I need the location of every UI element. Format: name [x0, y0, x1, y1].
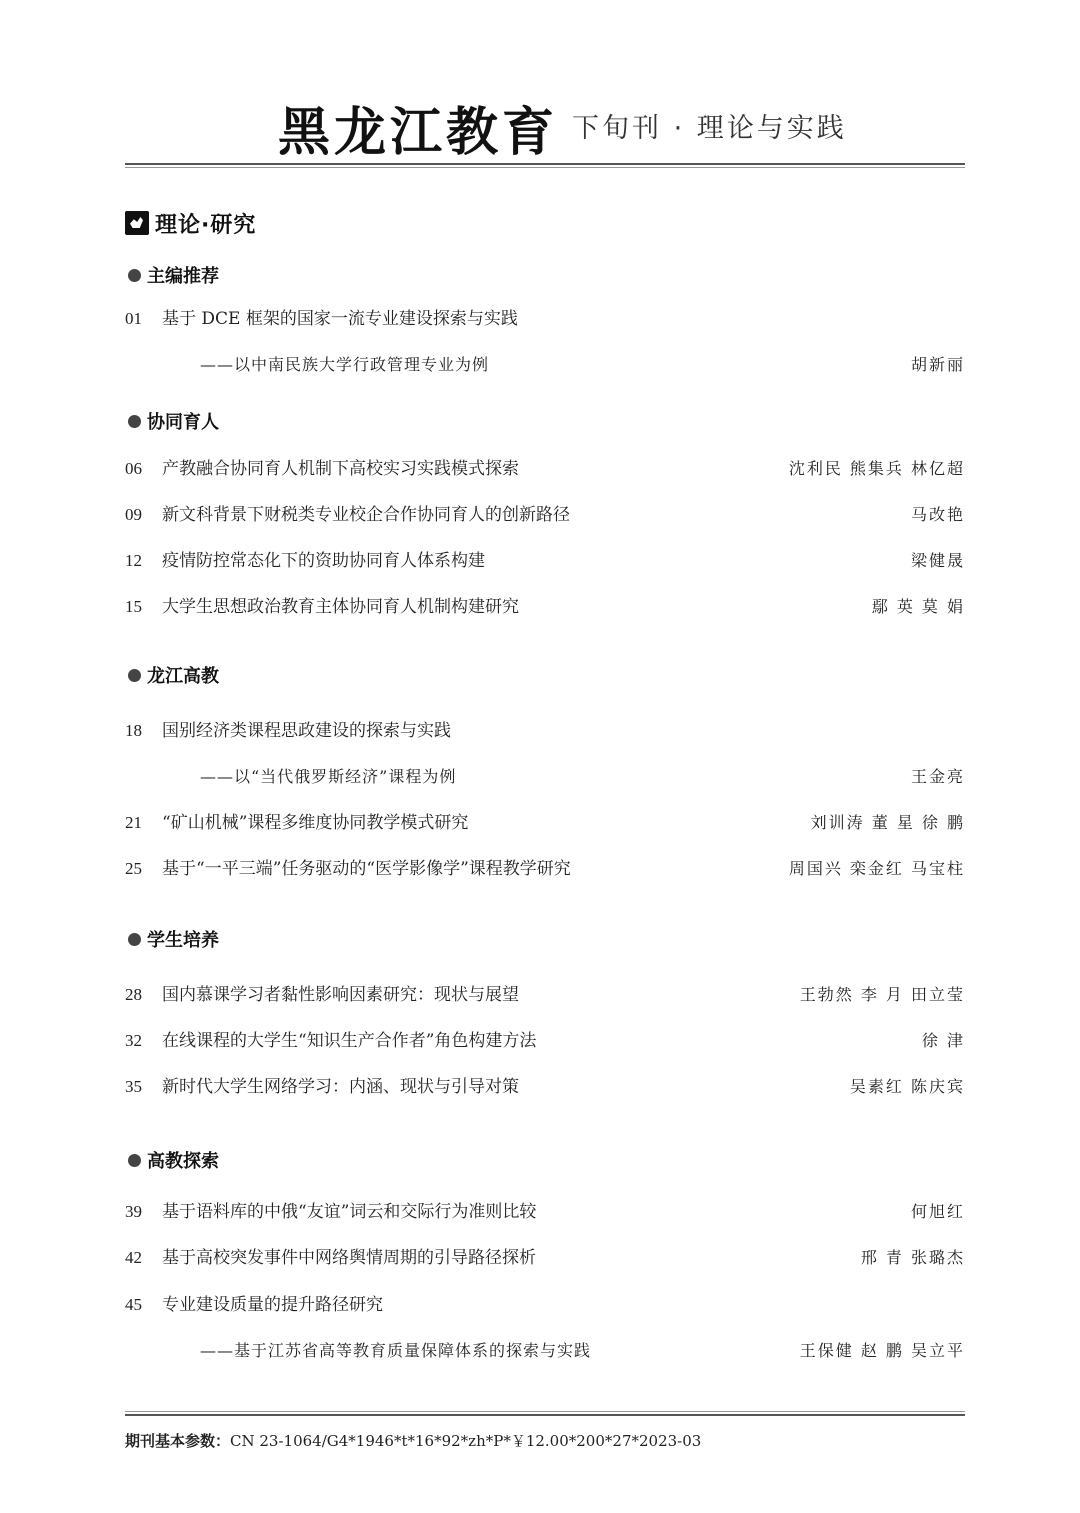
article-title: 在线课程的大学生“知识生产合作者”角色构建方法: [162, 1031, 537, 1051]
toc-entry-subtitle: [125, 1338, 965, 1364]
article-title: 基于“一平三端”任务驱动的“医学影像学”课程教学研究: [162, 859, 571, 879]
article-title: 基于高校突发事件中网络舆情周期的引导路径探析: [162, 1248, 536, 1268]
article-authors: 胡新丽: [910, 355, 965, 374]
toc-entry[interactable]: [125, 718, 965, 744]
article-authors: 马改艳: [910, 505, 965, 524]
bullet-icon: [128, 269, 141, 282]
article-authors: 王保健 赵 鹏 吴立平: [799, 1341, 965, 1360]
article-authors: 王金亮: [910, 767, 965, 786]
page-number: 39: [125, 1202, 142, 1221]
parameters-value: CN 23-1064/G4*1946*t*16*92*zh*P*￥12.00*200*27*2023-03: [230, 1432, 702, 1450]
bottom-divider-thin: [125, 1411, 965, 1412]
article-authors: 刘训涛 董 星 徐 鹏: [810, 813, 965, 832]
toc-entry[interactable]: [125, 594, 965, 620]
bullet-icon: [128, 415, 141, 428]
article-authors: 梁健晟: [910, 551, 965, 570]
toc-entry[interactable]: [125, 982, 965, 1008]
article-title: 新文科背景下财税类专业校企合作协同育人的创新路径: [162, 505, 570, 525]
article-authors: 吴素红 陈庆宾: [849, 1077, 965, 1096]
toc-entry[interactable]: [125, 456, 965, 482]
article-title: 疫情防控常态化下的资助协同育人体系构建: [162, 551, 485, 571]
page-number: 32: [125, 1031, 142, 1050]
article-authors: 邢 青 张璐杰: [860, 1248, 965, 1267]
article-subtitle: ——基于江苏省高等教育质量保障体系的探索与实践: [200, 1341, 592, 1360]
page-number: 35: [125, 1077, 142, 1096]
section-heading: [125, 208, 256, 238]
article-authors: 周国兴 栾金红 马宝柱: [788, 859, 965, 878]
bottom-divider: [125, 1414, 965, 1416]
bullet-icon: [128, 669, 141, 682]
bullet-icon: [128, 1154, 141, 1167]
page-number: 42: [125, 1248, 142, 1267]
article-authors: 何旭红: [910, 1202, 965, 1221]
toc-entry[interactable]: [125, 1199, 965, 1225]
category-heading: 龙江高教: [128, 662, 219, 688]
article-title: 专业建设质量的提升路径研究: [162, 1295, 383, 1315]
article-title: 新时代大学生网络学习：内涵、现状与引导对策: [162, 1077, 519, 1097]
article-title: 基于语料库的中俄“友谊”词云和交际行为准则比较: [162, 1202, 537, 1222]
article-authors: 鄢 英 莫 娟: [871, 597, 965, 616]
toc-entry[interactable]: [125, 306, 965, 332]
toc-entry[interactable]: [125, 1074, 965, 1100]
journal-title: 黑龙江教育: [278, 102, 559, 163]
page-number: 01: [125, 309, 142, 328]
page-number: 15: [125, 597, 142, 616]
article-title: 产教融合协同育人机制下高校实习实践模式探索: [162, 459, 519, 479]
toc-entry[interactable]: [125, 856, 965, 882]
toc-entry[interactable]: [125, 548, 965, 574]
page-number: 18: [125, 721, 142, 740]
category-heading: 学生培养: [128, 926, 219, 952]
top-divider-thin: [125, 167, 965, 168]
section-title: 理论·研究: [155, 212, 257, 238]
article-title: “矿山机械”课程多维度协同教学模式研究: [162, 813, 469, 833]
category-heading: 主编推荐: [128, 262, 219, 288]
toc-entry[interactable]: [125, 1028, 965, 1054]
top-divider: [125, 163, 965, 165]
parameters-label: 期刊基本参数：: [125, 1432, 231, 1450]
page-number: 45: [125, 1295, 142, 1314]
page-number: 21: [125, 813, 142, 832]
map-icon: [125, 211, 149, 235]
bullet-icon: [128, 933, 141, 946]
toc-entry[interactable]: [125, 1292, 965, 1318]
page-number: 28: [125, 985, 142, 1004]
article-authors: 徐 津: [921, 1031, 965, 1050]
page-number: 09: [125, 505, 142, 524]
page-number: 25: [125, 859, 142, 878]
journal-parameters: [125, 1430, 701, 1451]
category-heading: 协同育人: [128, 408, 219, 434]
article-subtitle: ——以中南民族大学行政管理专业为例: [200, 355, 490, 374]
toc-entry-subtitle: [125, 352, 965, 378]
article-authors: 王勃然 李 月 田立莹: [799, 985, 965, 1004]
article-title: 大学生思想政治教育主体协同育人机制构建研究: [162, 597, 519, 617]
toc-entry[interactable]: [125, 502, 965, 528]
article-title: 基于 DCE 框架的国家一流专业建设探索与实践: [162, 309, 518, 329]
page-number: 06: [125, 459, 142, 478]
article-subtitle: ——以“当代俄罗斯经济”课程为例: [200, 767, 457, 786]
toc-entry-subtitle: [125, 764, 965, 790]
masthead: [0, 88, 1080, 163]
article-authors: 沈利民 熊集兵 林亿超: [788, 459, 965, 478]
page-number: 12: [125, 551, 142, 570]
journal-subtitle: 下旬刊 · 理论与实践: [572, 113, 847, 144]
article-title: 国别经济类课程思政建设的探索与实践: [162, 721, 451, 741]
toc-entry[interactable]: [125, 1245, 965, 1271]
article-title: 国内慕课学习者黏性影响因素研究：现状与展望: [162, 985, 519, 1005]
category-heading: 高教探索: [128, 1147, 219, 1173]
toc-entry[interactable]: [125, 810, 965, 836]
